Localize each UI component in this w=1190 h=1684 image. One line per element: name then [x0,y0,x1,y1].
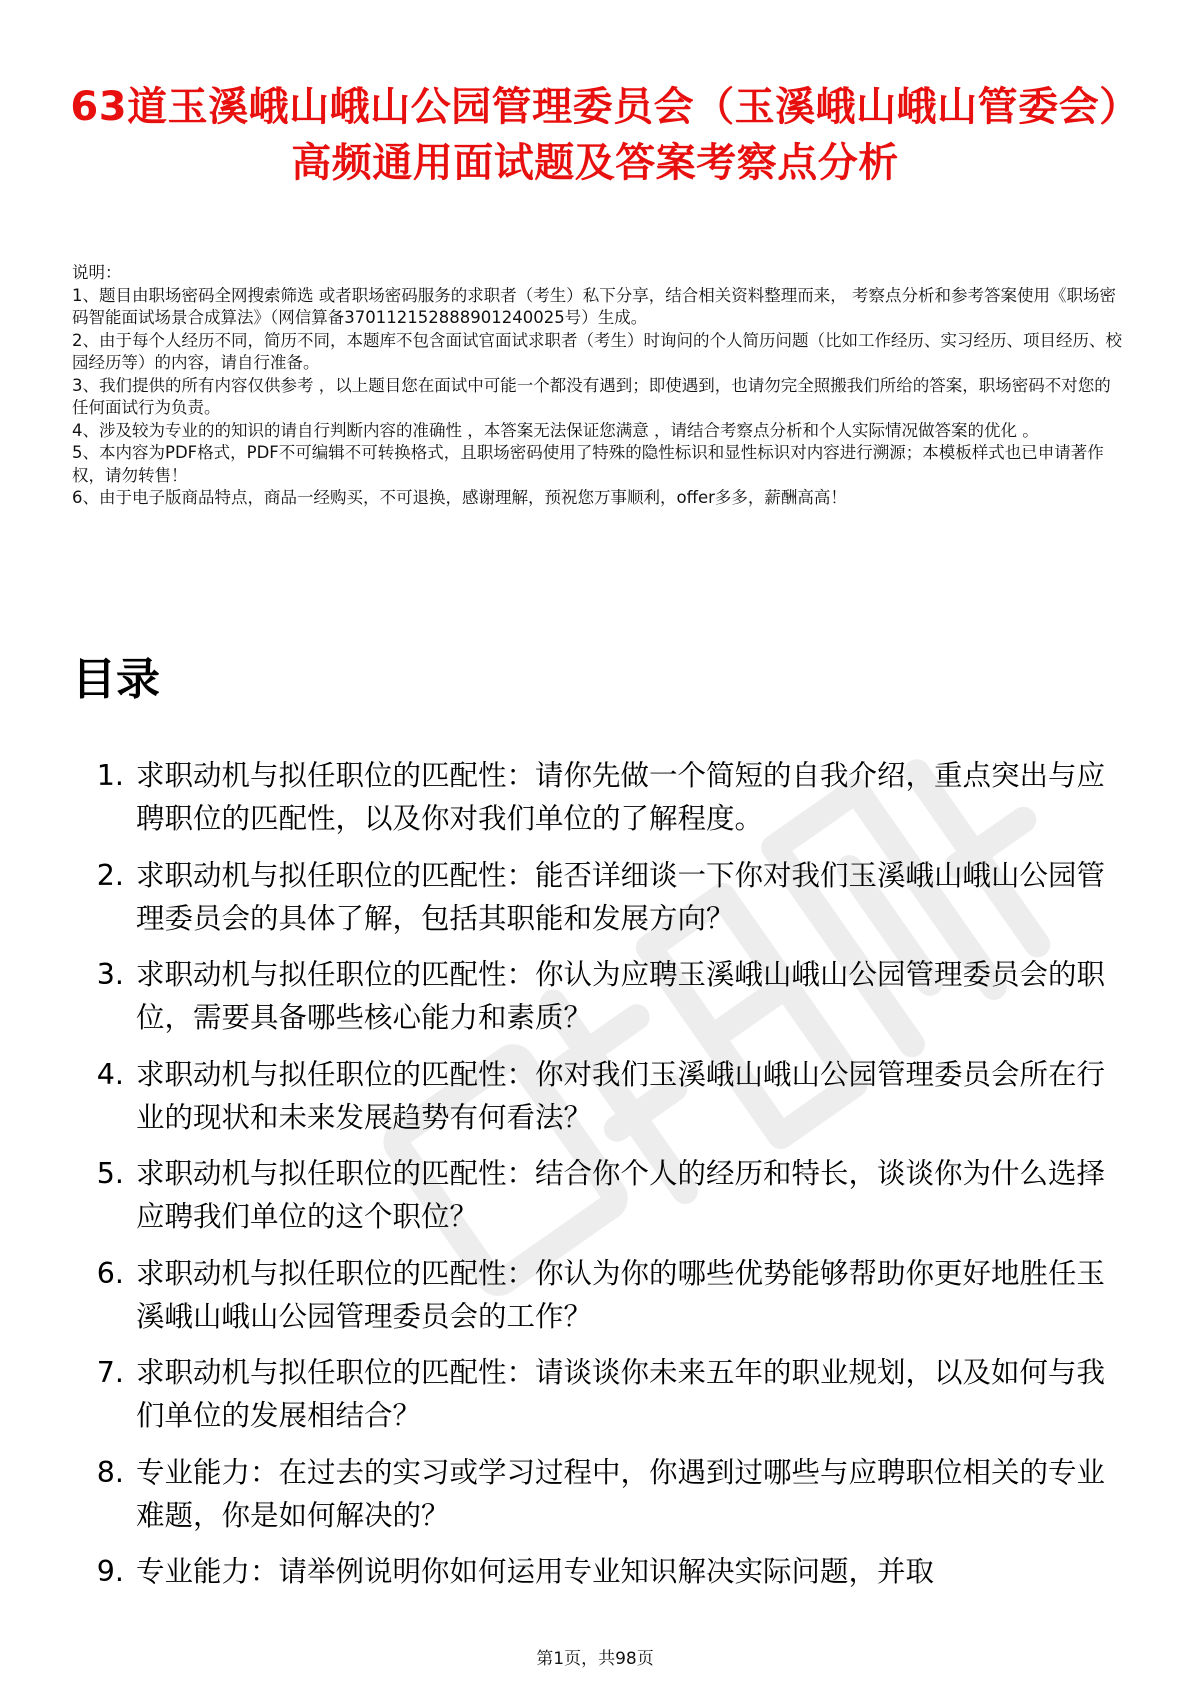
toc-item[interactable] [72,1351,1122,1437]
toc-item[interactable] [72,1550,1122,1593]
page-footer: 第1页，共98页 [536,1649,654,1669]
note-item: 2、由于每个人经历不同，简历不同，本题库不包含面试官面试求职者（考生）时询问的个人简历问题（比如工作经历、实习经历、项目经历、校园经历等）的内容，请自行准备。 [72,330,1122,372]
toc-item-number: 1. [96,759,124,792]
toc-item-number: 5. [96,1157,124,1190]
toc-item-text: 求职动机与拟任职位的匹配性：请你先做一个简短的自我介绍，重点突出与应聘职位的匹配性，以及你对我们单位的了解程度。 [136,759,1106,835]
toc-item[interactable] [72,754,1122,840]
toc-item-number: 6. [96,1256,124,1290]
toc-item-text: 求职动机与拟任职位的匹配性：请谈谈你未来五年的职业规划，以及如何与我们单位的发展相结合？ [136,1356,1106,1432]
toc-item-number: 7. [96,1356,124,1389]
toc-item-text: 求职动机与拟任职位的匹配性：你认为应聘玉溪峨山峨山公园管理委员会的职位，需要具备哪些核心能力和素质？ [136,958,1106,1034]
toc-item-text: 专业能力：在过去的实习或学习过程中，你遇到过哪些与应聘职位相关的专业难题，你是如何解决的？ [136,1455,1106,1532]
note-item: 4、涉及较为专业的的知识的请自行判断内容的准确性 ，本答案无法保证您满意 ，请结合考察点分析和个人实际情况做答案的优化 。 [72,420,1039,440]
toc-item-text: 求职动机与拟任职位的匹配性：能否详细谈一下你对我们玉溪峨山峨山公园管理委员会的具体了解，包括其职能和发展方向？ [136,858,1106,935]
toc-item-text: 求职动机与拟任职位的匹配性：结合你个人的经历和特长，谈谈你为什么选择应聘我们单位的这个职位？ [136,1157,1106,1233]
note-item: 5、本内容为PDF格式，PDF不可编辑不可转换格式，且职场密码使用了特殊的隐性标识和显性标识对内容进行溯源；本模板样式也已申请著作权，请勿转售！ [72,443,1104,485]
toc-item[interactable] [72,1451,1122,1537]
note-item: 6、由于电子版商品特点，商品一经购买，不可退换，感谢理解，预祝您万事顺利，offer多多，薪酬高高！ [72,488,847,507]
toc-item[interactable] [72,1053,1122,1139]
toc-item[interactable] [72,854,1122,940]
toc-item-text: 专业能力：请举例说明你如何运用专业知识解决实际问题，并取 [136,1555,935,1588]
toc-item-number: 9. [96,1555,124,1588]
toc-list [72,754,1122,1607]
toc-item-number: 2. [96,858,124,892]
toc-item-text: 求职动机与拟任职位的匹配性：你对我们玉溪峨山峨山公园管理委员会所在行业的现状和未来发展趋势有何看法？ [136,1057,1106,1134]
toc-item-number: 8. [96,1455,124,1489]
document-title: 63道玉溪峨山峨山公园管理委员会（玉溪峨山峨山管委会）高频通用面试题及答案考察点分析 [70,83,1120,186]
note-item: 3、我们提供的所有内容仅供参考 ，以上题目您在面试中可能一个都没有遇到；即使遇到，也请勿完全照搬我们所给的答案，职场密码不对您的任何面试行为负责。 [72,375,1111,417]
toc-item-number: 3. [96,958,124,991]
toc-item-number: 4. [96,1057,124,1091]
notes-heading: 说明： [72,263,122,282]
toc-item[interactable] [72,1252,1122,1338]
toc-item[interactable] [72,1152,1122,1238]
toc-item[interactable] [72,953,1122,1039]
note-item: 1、题目由职场密码全网搜索筛选 或者职场密码服务的求职者（考生）私下分享，结合相关资料整理而来， 考察点分析和参考答案使用《职场密码智能面试场景合成算法》（网信算备370112152888901240025号）生成。 [72,285,1116,327]
toc-heading: 目录 [72,654,160,705]
toc-item-text: 求职动机与拟任职位的匹配性：你认为你的哪些优势能够帮助你更好地胜任玉溪峨山峨山公园管理委员会的工作？ [136,1256,1106,1333]
disclaimer-notes [72,262,1122,510]
